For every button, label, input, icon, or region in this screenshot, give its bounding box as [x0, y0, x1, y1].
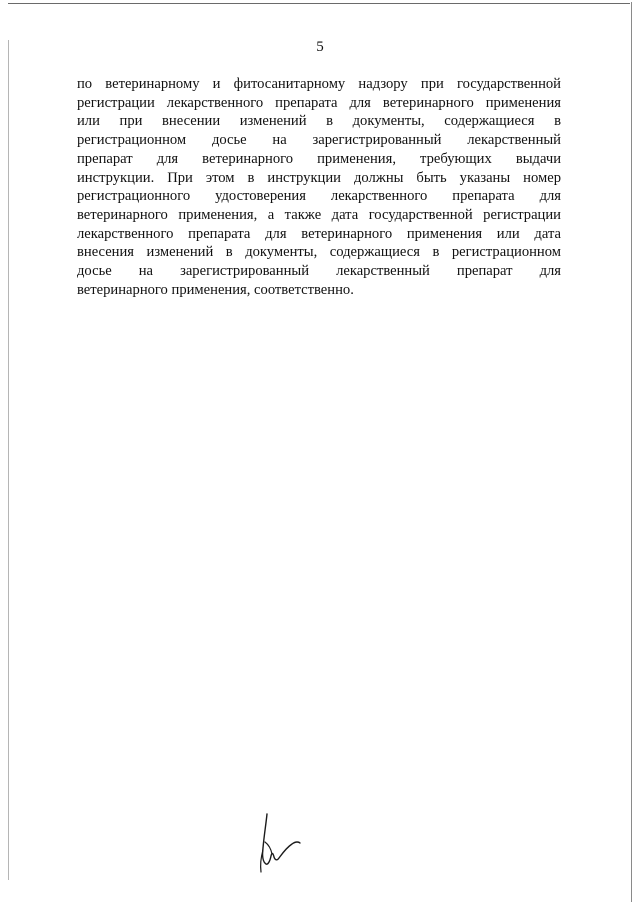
paragraph-line: инструкции. При этом в инструкции должны быть указаны номер	[77, 169, 561, 186]
scan-top-edge	[8, 3, 630, 4]
paragraph-line: регистрации лекарственного препарата для ветеринарного применения	[77, 94, 561, 111]
handwritten-signature-icon	[250, 812, 310, 874]
paragraph-line: досье на зарегистрированный лекарственный препарат для	[77, 263, 561, 280]
paragraph-line: или при внесении изменений в документы, содержащиеся в	[77, 113, 561, 130]
page-number: 5	[316, 39, 324, 55]
scan-left-edge	[8, 40, 9, 880]
paragraph-line: ветеринарного применения, соответственно.	[77, 281, 354, 298]
body-paragraph	[77, 75, 561, 299]
paragraph-line: ветеринарного применения, а также дата государственной регистрации	[77, 206, 561, 223]
paragraph-line: регистрационном досье на зарегистрированный лекарственный	[77, 132, 561, 149]
paragraph-line: внесения изменений в документы, содержащиеся в регистрационном	[77, 244, 561, 261]
paragraph-line: регистрационного удостоверения лекарственного препарата для	[77, 188, 561, 205]
paragraph-line: препарат для ветеринарного применения, требующих выдачи	[77, 150, 561, 167]
paragraph-line: лекарственного препарата для ветеринарного применения или дата	[77, 225, 561, 242]
paragraph-line: по ветеринарному и фитосанитарному надзору при государственной	[77, 76, 561, 92]
scan-right-edge	[631, 2, 632, 902]
